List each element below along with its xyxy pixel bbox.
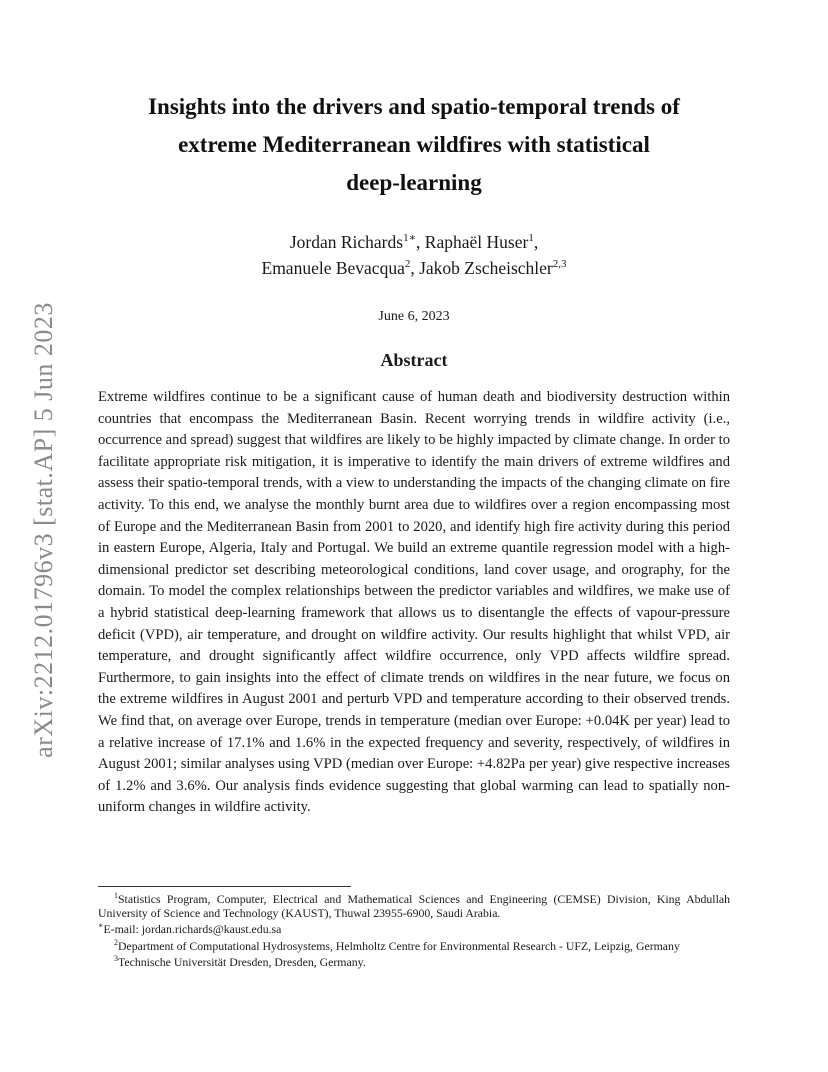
footnote-3 <box>98 955 730 969</box>
footnote-2 <box>98 939 730 953</box>
footnote-divider <box>98 886 351 887</box>
author-name: Jordan Richards <box>289 232 404 252</box>
footnote-text: Technische Universität Dresden, Dresden, Germany. <box>118 954 366 969</box>
footnote-mark: ∗ <box>98 921 104 931</box>
footnote-mark: 3 <box>114 953 118 963</box>
author-name: Emanuele Bevacqua <box>261 258 405 278</box>
email-text: E-mail: jordan.richards@kaust.edu.sa <box>103 922 282 937</box>
footnote-text: Department of Computational Hydrosystems, Helmholtz Centre for Environmental Research - UFZ, Leipzig, Germany <box>118 938 680 953</box>
title-line-1: Insights into the drivers and spatio-temporal trends of <box>148 94 680 119</box>
author-list <box>98 229 730 281</box>
author-affiliation-mark: 2,3 <box>552 258 567 271</box>
author-affiliation-mark: 1∗ <box>403 232 417 245</box>
footnote-1 <box>98 892 730 920</box>
footnote-mark: 1 <box>114 891 118 901</box>
abstract-heading: Abstract <box>380 350 448 370</box>
footnotes <box>98 892 730 971</box>
arxiv-identifier-sidebar: arXiv:2212.01796v3 [stat.AP] 5 Jun 2023 <box>29 302 58 758</box>
footnote-mark: 2 <box>114 937 118 947</box>
author-affiliation-mark: 2 <box>404 258 411 271</box>
abstract-text: Extreme wildfires continue to be a significant cause of human death and biodiversity destruction within countries that encompass the Mediterranean Basin. Recent worrying trends in wildfire activity (i.e., occurrence and spread) suggest that wildfires are likely to be highly impacted by climate change. In order to facilitate appropriate risk mitigation, it is imperative to identify the main drivers of extreme wildfires and assess their spatio-temporal trends, with a view to understanding the impacts of the changing climate on fire activity. To this end, we analyse the monthly burnt area due to wildfires over a region encompassing most of Europe and the Mediterranean Basin from 2001 to 2020, and identify high fire activity during this period in eastern Europe, Algeria, Italy and Portugal. We build an extreme quantile regression model with a high-dimensional predictor set describing meteorological conditions, land cover usage, and orography, for the domain. To model the complex relationships between the predictor variables and wildfires, we make use of a hybrid statistical deep-learning framework that allows us to disentangle the effects of vapour-pressure deficit (VPD), air temperature, and drought on wildfire activity. Our results highlight that whilst VPD, air temperature, and drought significantly affect wildfire occurrence, only VPD affects wildfire spread. Furthermore, to gain insights into the effect of climate trends on wildfires in the near future, we focus on the extreme wildfires in August 2001 and perturb VPD and temperature according to their observed trends. We find that, on average over Europe, trends in temperature (median over Europe: +0.04K per year) lead to a relative increase of 17.1% and 1.6% in the expected frequency and severity, respectively, of wildfires in August 2001; similar analyses using VPD (median over Europe: +4.82Pa per year) give respective increases of 1.2% and 3.6%. Our analysis finds evidence suggesting that global warming can lead to spatially non-uniform changes in wildfire activity. <box>98 389 730 816</box>
footnote-text: Statistics Program, Computer, Electrical and Mathematical Sciences and Engineering (CEMSE) Division, King Abdullah University of Science and Technology (KAUST), Thuwal 23955-6900, Saudi Arabia. <box>98 892 730 921</box>
author-name: Raphaël Huser <box>424 232 529 252</box>
paper-title <box>98 88 730 202</box>
author-name: Jakob Zscheischler <box>419 258 553 278</box>
title-line-3: deep-learning <box>346 170 482 195</box>
author-line-2: Emanuele Bevacqua$^2$, Jakob Zscheischler$^{2,3}$ <box>261 258 567 278</box>
author-line-1: Jordan Richards$^{1∗}$, Raphaël Huser$^1$, <box>289 232 539 252</box>
title-line-2: extreme Mediterranean wildfires with statistical <box>178 132 650 157</box>
publication-date: June 6, 2023 <box>378 309 450 324</box>
author-affiliation-mark: 1 <box>528 232 534 245</box>
footnote-email <box>98 922 730 936</box>
